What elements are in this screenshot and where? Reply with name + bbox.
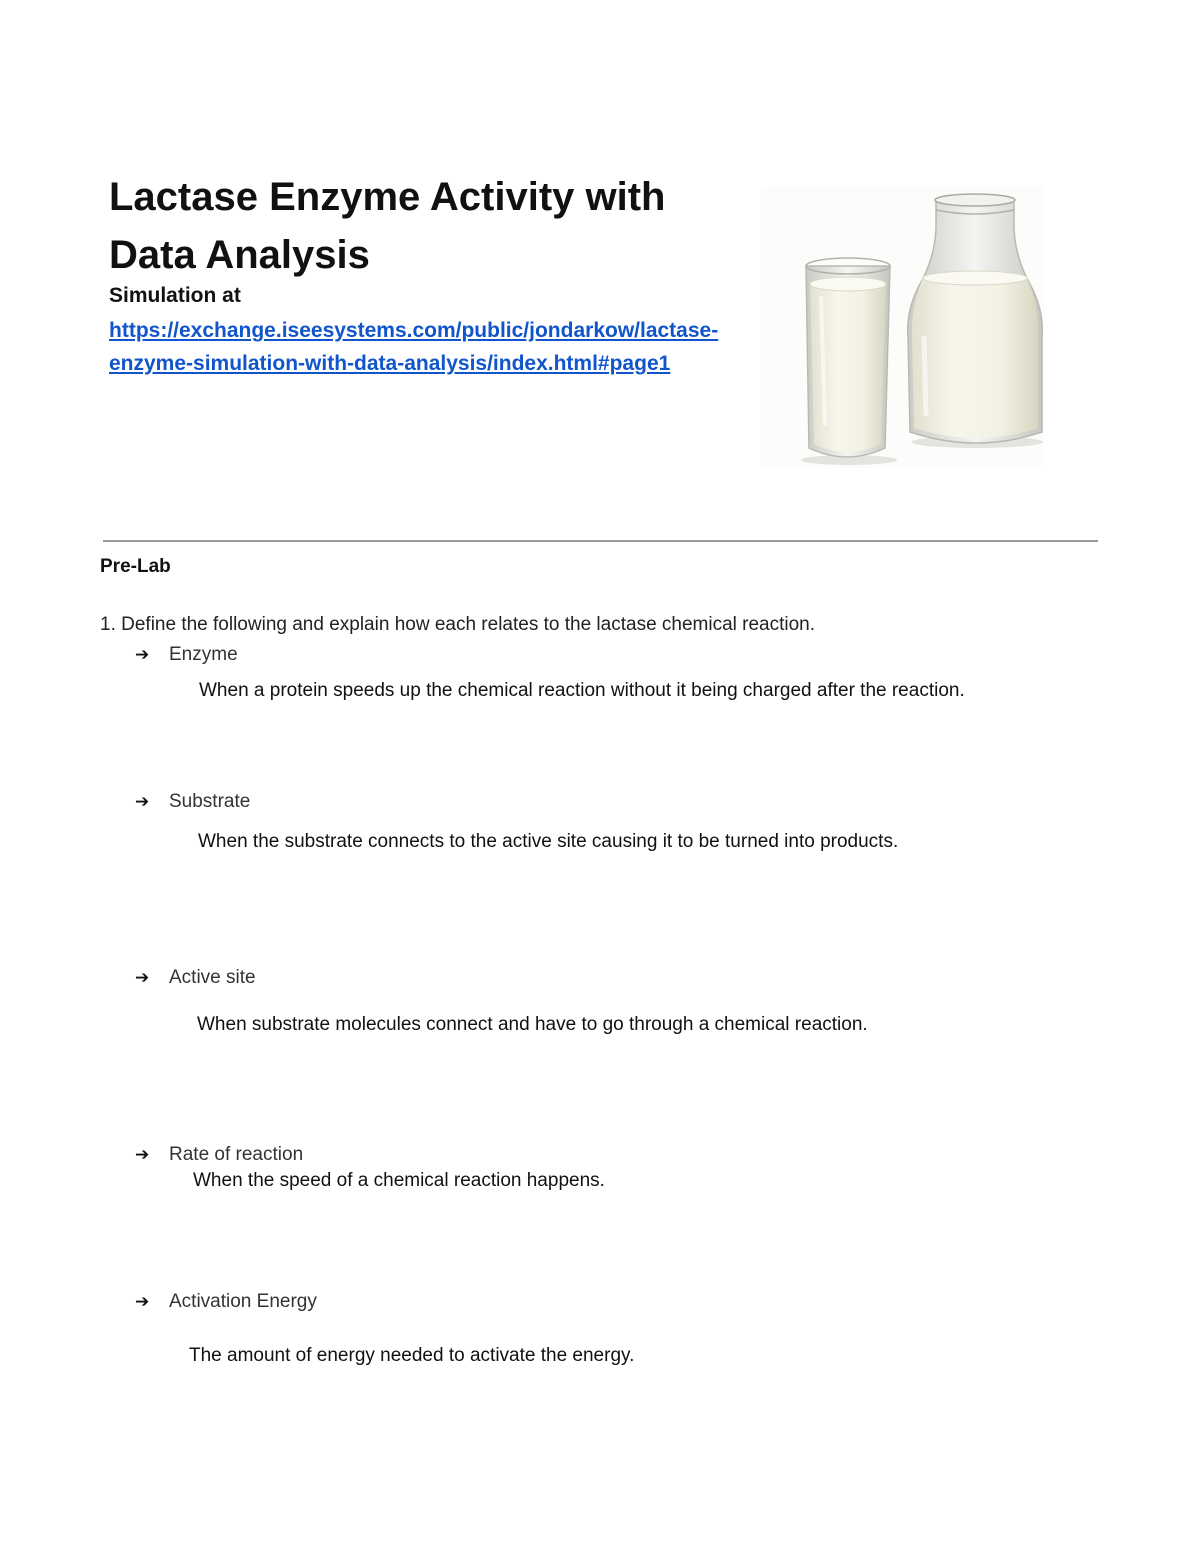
milk-glass-and-bottle-photo	[761, 186, 1044, 468]
term-label: Activation Energy	[169, 1291, 317, 1312]
arrow-bullet-icon: ➔	[135, 968, 150, 988]
term-active-site	[135, 967, 256, 989]
answer-enzyme: When a protein speeds up the chemical reaction without it being charged after the reaction.	[199, 680, 965, 701]
simulation-link[interactable]: https://exchange.iseesystems.com/public/jondarkow/lactase-enzyme-simulation-with-data-analysis/index.html#page1	[109, 319, 719, 375]
answer-active-site: When substrate molecules connect and have to go through a chemical reaction.	[197, 1014, 868, 1035]
term-label: Rate of reaction	[169, 1144, 304, 1165]
arrow-bullet-icon: ➔	[135, 792, 150, 812]
document-title: Lactase Enzyme Activity with Data Analysis	[109, 175, 666, 277]
arrow-bullet-icon: ➔	[135, 645, 150, 665]
answer-substrate: When the substrate connects to the active site causing it to be turned into products.	[198, 831, 899, 852]
answer-activation-energy: The amount of energy needed to activate the energy.	[189, 1345, 635, 1366]
section-divider	[103, 540, 1098, 542]
term-label: Active site	[169, 967, 256, 988]
question-1: 1. Define the following and explain how each relates to the lactase chemical reaction.	[100, 614, 816, 635]
section-heading-prelab: Pre-Lab	[100, 556, 171, 577]
arrow-bullet-icon: ➔	[135, 1145, 150, 1165]
term-activation-energy	[135, 1291, 317, 1313]
answer-rate-of-reaction: When the speed of a chemical reaction happens.	[193, 1170, 605, 1191]
term-substrate	[135, 791, 250, 813]
term-label: Substrate	[169, 791, 251, 812]
term-enzyme	[135, 644, 238, 666]
term-label: Enzyme	[169, 644, 238, 665]
simulation-label: Simulation at	[109, 284, 241, 307]
term-rate-of-reaction	[135, 1144, 303, 1166]
arrow-bullet-icon: ➔	[135, 1292, 150, 1312]
